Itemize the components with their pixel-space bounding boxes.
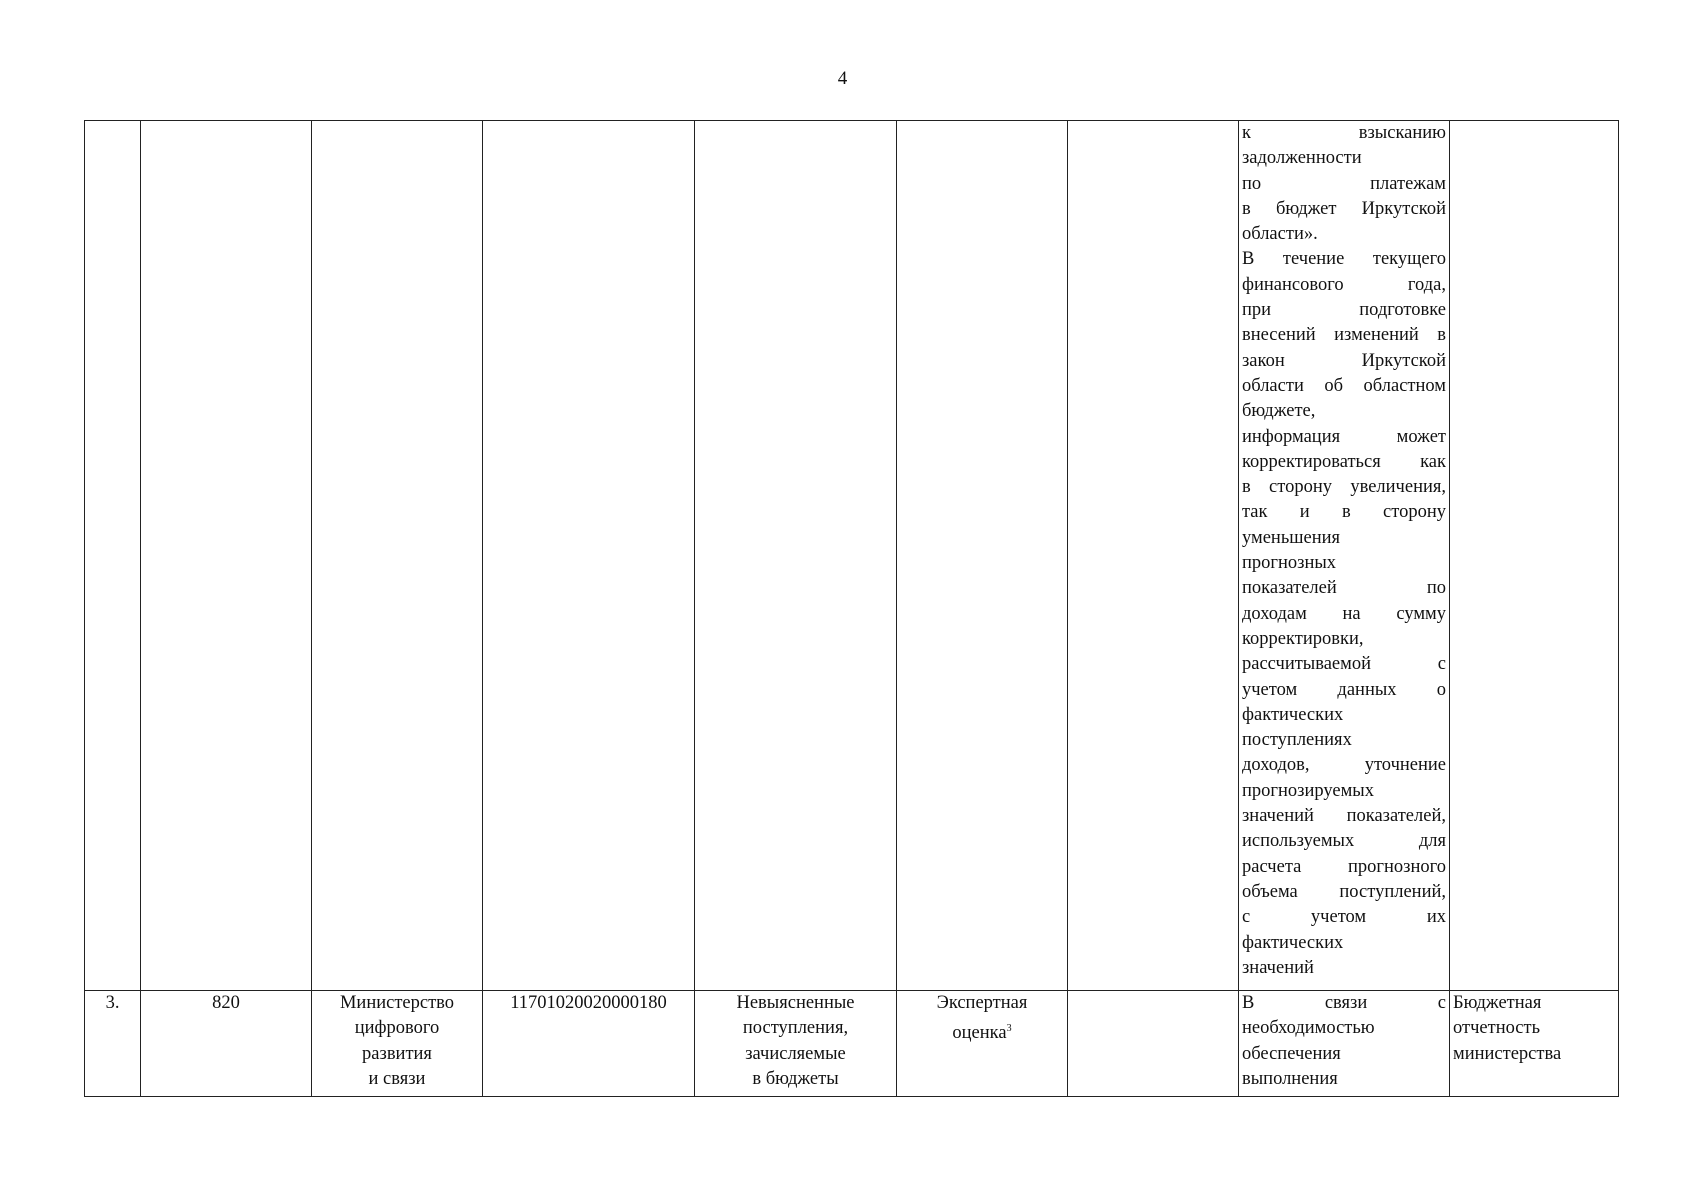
note-line: расчета прогнозного (1242, 856, 1446, 877)
note-line: области». (1242, 224, 1318, 245)
cell-code (141, 121, 312, 991)
administrator-name: Министерство цифрового развития и связи (312, 991, 483, 1097)
note-line: прогнозируемых (1242, 780, 1374, 801)
note-line: обеспечения (1242, 1043, 1341, 1064)
note-line: показателей по (1242, 578, 1446, 599)
budget-classification-code: 11701020020000180 (483, 991, 695, 1097)
cell-note (1239, 121, 1450, 991)
cell-kbk (483, 121, 695, 991)
note-line: фактических (1242, 932, 1344, 953)
cell-source (1450, 121, 1619, 991)
revenue-forecast-table (84, 120, 1619, 1097)
note-line: В связи с (1242, 993, 1446, 1013)
note-line: задолженности (1242, 148, 1362, 169)
note-line: по платежам (1242, 173, 1446, 194)
note-line: поступлениях (1242, 730, 1352, 751)
note-line: к взысканию (1242, 123, 1446, 143)
note-line: значений (1242, 957, 1314, 978)
cell-method (897, 121, 1068, 991)
cell-empty (1068, 991, 1239, 1097)
cell-name (312, 121, 483, 991)
admin-code: 820 (141, 991, 312, 1097)
page-number: 4 (837, 68, 848, 89)
note-line: прогнозных (1242, 553, 1337, 574)
note-line: объема поступлений, (1242, 881, 1446, 902)
note-line: фактических (1242, 704, 1344, 725)
note-line: корректироваться как (1242, 451, 1446, 472)
note-line: информация может (1242, 426, 1446, 447)
note-text (1239, 991, 1450, 1097)
note-line: в сторону увеличения, (1242, 477, 1446, 498)
note-line: уменьшения (1242, 527, 1341, 548)
note-line: закон Иркутской (1242, 350, 1446, 371)
cell-num (85, 121, 141, 991)
note-line: выполнения (1242, 1068, 1338, 1089)
row-number: 3. (85, 991, 141, 1097)
note-line: с учетом их (1242, 907, 1446, 928)
note-line: значений показателей, (1242, 806, 1446, 827)
note-line: В течение текущего (1242, 249, 1446, 270)
data-source: Бюджетная отчетность министерства (1450, 991, 1619, 1097)
table-row (85, 991, 1619, 1097)
note-line: используемых для (1242, 831, 1446, 852)
note-line: корректировки, (1242, 628, 1364, 649)
note-line: доходам на сумму (1242, 603, 1446, 624)
note-line: бюджете, (1242, 401, 1316, 422)
note-line: так и в сторону (1242, 502, 1446, 523)
table-row (85, 121, 1619, 991)
cell-title (695, 121, 897, 991)
forecast-method: Экспертная оценка$^3$ (897, 991, 1068, 1097)
note-line: необходимостью (1242, 1018, 1375, 1039)
note-line: при подготовке (1242, 300, 1446, 321)
note-line: учетом данных о (1242, 679, 1446, 700)
note-line: области об областном (1242, 375, 1446, 396)
note-line: доходов, уточнение (1242, 755, 1446, 776)
cell-empty (1068, 121, 1239, 991)
note-line: финансового года, (1242, 274, 1446, 295)
note-line: рассчитываемой с (1242, 654, 1446, 675)
note-line: в бюджет Иркутской (1242, 198, 1446, 219)
note-line: внесений изменений в (1242, 325, 1446, 346)
revenue-title: Невыясненные поступления, зачисляемые в бюджеты (695, 991, 897, 1097)
